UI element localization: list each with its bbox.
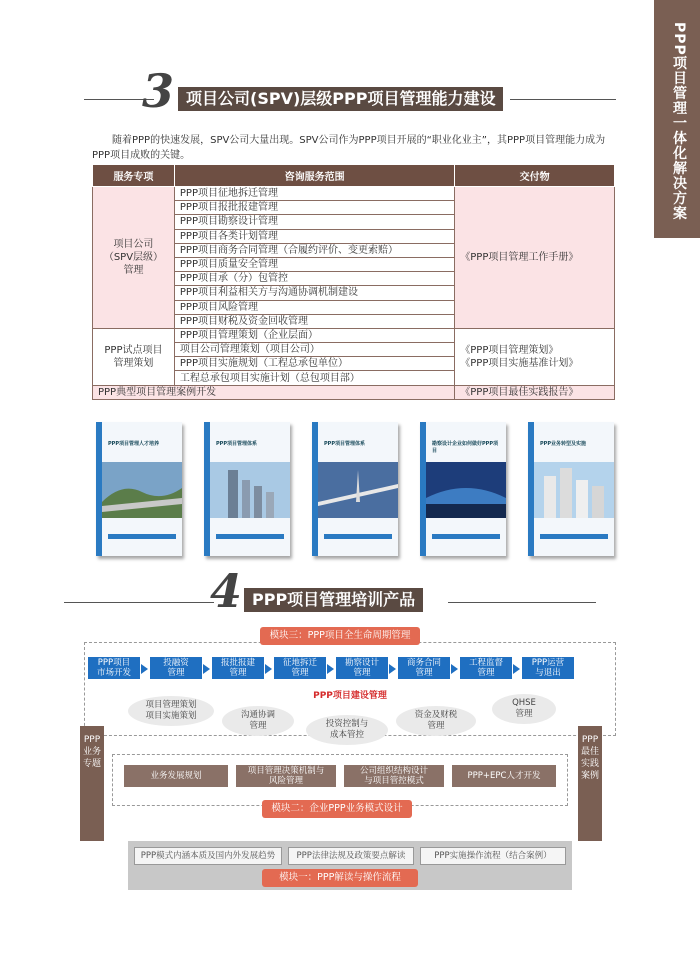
ellipse-label: 资金及财税 管理 [414,710,458,731]
book-footer [108,534,176,539]
module1-label: 模块一：PPP解读与操作流程 [262,869,418,887]
book-title: 勘察设计企业如何做好PPP项目 [432,441,498,454]
pillar-label: PPP 最佳实践案例 [580,735,599,781]
item-cell: PPP项目实施规划（工程总承包单位） [174,357,454,371]
arrow-right-icon [327,664,334,674]
item-cell: PPP项目勘察设计管理 [174,215,454,229]
deliverable-cell: 《PPP项目最佳实践报告》 [455,385,615,399]
arrow-right-icon [203,664,210,674]
deliverable-cell [455,328,615,385]
item-cell: PPP项目质量安全管理 [174,257,454,271]
item-cell: PPP项目承（分）包管控 [174,272,454,286]
book-cover [96,422,182,556]
arrow-right-icon [265,664,272,674]
heading-rule-right [510,99,616,100]
module1-item: PPP模式内涵本质及国内外发展趋势 [134,847,282,865]
side-tab-label: PPP项目管理一体化解决方案 [671,22,687,221]
step-label: 报批报建 管理 [220,658,255,678]
center-title: PPP项目建设管理 [313,691,387,701]
item-cell: PPP项目风险管理 [174,300,454,314]
ellipse-label: 沟通协调 管理 [240,710,275,731]
category-cell [93,187,175,329]
book-covers [96,422,616,562]
deliverable-cell: 《PPP项目管理工作手册》 [455,187,615,329]
heading-rule-left [64,602,214,603]
book-image [426,462,506,518]
intro-paragraph: 随着PPP的快速发展，SPV公司大量出现。SPV公司作为PPP项目开展的“职业化业主”，其PPP项目管理能力成为PPP项目成败的关键。 [92,135,606,161]
item-cell: 项目公司管理策划（项目公司） [174,343,454,357]
ellipse-label: QHSE 管理 [512,698,536,719]
step-label: 投融资 管理 [163,658,189,678]
module2-item: 项目管理决策机制与 风险管理 [236,765,336,787]
heading-rule-right [448,602,596,603]
book-cover [420,422,506,556]
book-image [318,462,398,518]
book-cover [528,422,614,556]
step-label: 勘察设计 管理 [344,658,379,678]
category-text: PPP试点项目 管理策划 [104,344,163,369]
arrow-right-icon [451,664,458,674]
step-land-acquisition [274,657,326,679]
module1-item: PPP法律法规及政策要点解读 [288,847,414,865]
item-cell: PPP项目利益相关方与沟通协调机制建设 [174,286,454,300]
book-title: PPP项目管理体系 [216,441,257,447]
pillar-best-practices [578,726,602,841]
step-label: 商务合同 管理 [406,658,441,678]
category-text: 项目公司 （SPV层级） 管理 [103,238,164,276]
module2-item: 业务发展规划 [124,765,228,787]
arrow-right-icon [389,664,396,674]
book-image [210,462,290,518]
pillar-business-topics [80,726,104,841]
step-market-development [88,657,140,679]
step-label: PPP运营 与退出 [531,658,565,678]
ellipse-label: 投资控制与 成本管控 [325,719,369,740]
table-header: 服务专项 [93,165,175,187]
step-operation-exit [522,657,574,679]
deliverable-line: 《PPP项目实施基准计划》 [460,357,579,369]
section-title: 项目公司(SPV)层级PPP项目管理能力建设 [178,87,503,111]
module2-item: PPP+EPC人才开发 [452,765,556,787]
ellipse-finance-tax [396,706,476,736]
side-tab [654,0,700,238]
item-cell: PPP项目财税及资金回收管理 [174,314,454,328]
ellipse-label: 项目管理策划 项目实施策划 [145,700,197,721]
step-label: 征地拆迁 管理 [282,658,317,678]
item-cell: 工程总承包项目实施计划（总包项目部） [174,371,454,385]
book-image [534,462,614,518]
arrow-right-icon [513,664,520,674]
item-cell: PPP项目各类计划管理 [174,229,454,243]
category-cell [93,328,175,385]
pillar-label: PPP 业务专题 [82,735,101,769]
table-header: 咨询服务范围 [174,165,454,187]
item-cell: PPP项目管理策划（企业层面） [174,328,454,342]
book-title: PPP项目管理人才培养 [108,441,159,447]
item-cell: PPP典型项目管理案例开发 [93,385,455,399]
module3-label: 模块三：PPP项目全生命周期管理 [260,627,420,645]
step-label: PPP项目 市场开发 [96,658,131,678]
book-footer [216,534,284,539]
ellipse-planning [128,696,214,726]
book-footer [432,534,500,539]
section-title: PPP项目管理培训产品 [244,588,423,612]
section-number: 3 [142,64,175,118]
item-cell: PPP项目报批报建管理 [174,201,454,215]
table-header: 交付物 [455,165,615,187]
book-title: PPP项目管理体系 [324,441,365,447]
module1-item: PPP实施操作流程（结合案例） [420,847,566,865]
step-survey-design [336,657,388,679]
step-contracts [398,657,450,679]
training-diagram [0,618,700,918]
item-cell: PPP项目征地拆迁管理 [174,187,454,201]
step-approval [212,657,264,679]
arrow-right-icon [141,664,148,674]
book-footer [324,534,392,539]
book-image [102,462,182,518]
item-cell: PPP项目商务合同管理（合履约评价、变更索赔） [174,243,454,257]
ellipse-investment-control [306,715,388,745]
book-cover [204,422,290,556]
step-supervision [460,657,512,679]
step-label: 工程监督 管理 [468,658,503,678]
ellipse-communication [222,706,294,736]
ellipse-qhse [492,694,556,724]
section-number: 4 [210,564,243,618]
service-table [92,164,615,400]
deliverable-line: 《PPP项目管理策划》 [460,344,559,356]
book-cover [312,422,398,556]
module2-label: 模块二：企业PPP业务模式设计 [262,800,412,818]
book-title: PPP业务转型及实施 [540,441,586,447]
book-footer [540,534,608,539]
module2-item: 公司组织结构设计 与项目管控模式 [344,765,444,787]
step-financing [150,657,202,679]
